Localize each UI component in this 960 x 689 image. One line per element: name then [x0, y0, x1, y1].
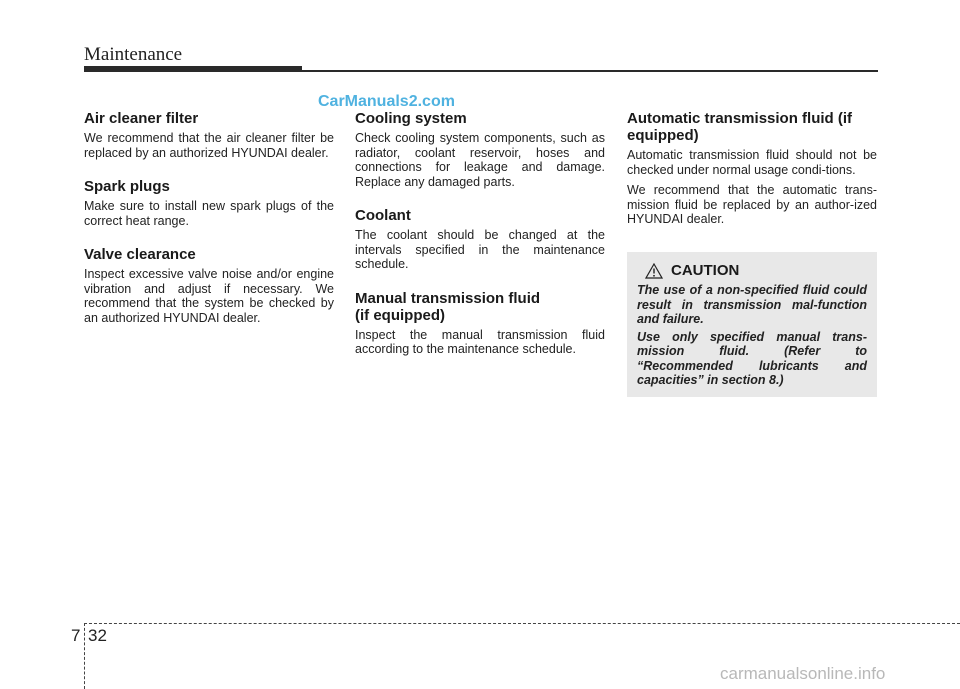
page-number: 32 [88, 626, 107, 645]
section-heading: Cooling system [355, 110, 467, 127]
section-paragraph: Check cooling system components, such as radiator, coolant reservoir, hoses and connections for leakage and damage. Replace any damaged parts. [355, 131, 605, 189]
chapter-number: 7 [71, 626, 81, 645]
warning-triangle-icon [645, 263, 663, 279]
caution-header [637, 262, 867, 279]
caution-paragraph: The use of a non-specified fluid could result in transmission mal-function and failure. [637, 283, 867, 326]
caution-box [627, 252, 877, 397]
footer-dashed-divider [84, 623, 85, 689]
caution-title: CAUTION [671, 262, 740, 279]
section-heading: Valve clearance [84, 246, 196, 263]
column-2 [355, 110, 605, 363]
column-1 [84, 110, 334, 331]
section-paragraph: We recommend that the air cleaner filter be replaced by an authorized HYUNDAI dealer. [84, 131, 334, 160]
section-paragraph: Inspect excessive valve noise and/or engine vibration and adjust if necessary. We recommend that the system be checked by an authorized HYUNDAI dealer. [84, 267, 334, 325]
watermark-bottom: carmanualsonline.info [720, 664, 886, 683]
section-paragraph: We recommend that the automatic trans-mission fluid be replaced by an author-ized HYUNDAI dealer. [627, 183, 877, 226]
section-heading: Coolant [355, 207, 411, 224]
section-paragraph: Inspect the manual transmission fluid according to the maintenance schedule. [355, 327, 605, 356]
footer-dashed-rule [84, 623, 960, 624]
section-paragraph: Automatic transmission fluid should not be checked under normal usage condi-tions. [627, 148, 877, 177]
watermark-top: CarManuals2.com [318, 93, 455, 110]
section-heading: Manual transmission fluid (if equipped) [355, 289, 541, 324]
section-heading: Air cleaner filter [84, 110, 199, 127]
section-heading: Automatic transmission fluid (if equipped) [627, 110, 853, 144]
page-header-title: Maintenance [84, 44, 183, 65]
header-rule-thin [302, 70, 878, 72]
header-rule-thick [84, 66, 302, 72]
section-paragraph: The coolant should be changed at the intervals specified in the maintenance schedule. [355, 228, 605, 271]
section-heading: Spark plugs [84, 178, 170, 195]
column-3 [627, 110, 877, 233]
caution-paragraph: Use only specified manual trans-mission fluid. (Refer to “Recommended lubricants and capacities” in section 8.) [637, 329, 867, 387]
section-paragraph: Make sure to install new spark plugs of the correct heat range. [84, 199, 334, 228]
